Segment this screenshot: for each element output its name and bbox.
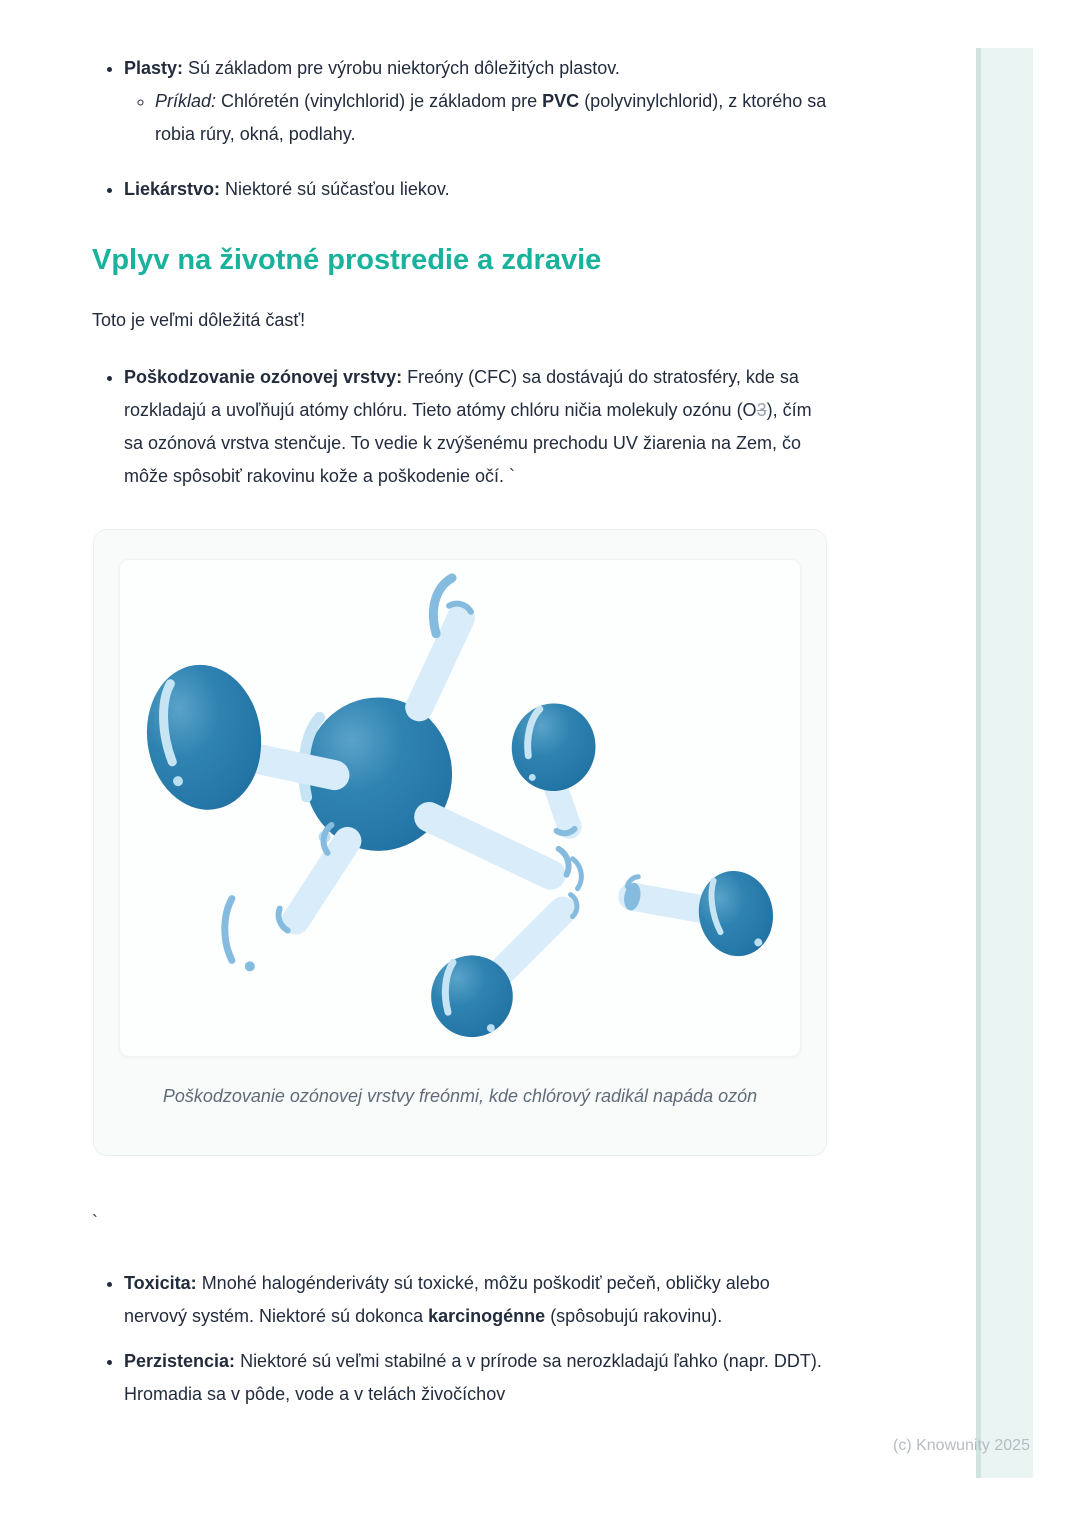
list-item-perzistencia: [124, 1345, 828, 1411]
far-right-atom: [691, 864, 781, 963]
applications-list: [92, 52, 828, 206]
figure-caption: Poškodzovanie ozónovej vrstvy freónmi, kde chlórový radikál napáda ozón: [162, 1086, 758, 1106]
intro-text: Toto je veľmi dôležitá časť!: [92, 310, 306, 330]
list-item-toxicita: [124, 1267, 828, 1333]
sub-list: [124, 85, 828, 151]
section-heading: Vplyv na životné prostredie a zdravie: [92, 244, 602, 276]
left-atom: [138, 657, 271, 817]
list-item-plasty: [124, 52, 828, 151]
list-item-liekarstvo: [124, 173, 828, 206]
list-item-priklad: [155, 85, 828, 151]
upper-right-atom: [506, 698, 601, 796]
ozone-list: [92, 361, 828, 493]
sub-list-item-text: ◦ Príklad: Chlóretén (vinylchlorid) je základom pre PVC (polyvinylchlorid), z ktorého sa robia rúry, okná, podlahy.: [155, 91, 827, 144]
molecule-illustration: [120, 560, 800, 1056]
side-stripe: [976, 48, 1033, 1478]
list-item-text: • Liekárstvo: Niektoré sú súčasťou liekov.: [124, 179, 450, 199]
list-item-text: • Perzistencia: Niektoré sú veľmi stabilné a v prírode sa nerozkladajú ľahko (napr. DDT). Hromadia sa v pôde, vode a v telách živočíchov: [124, 1351, 822, 1404]
list-item-text: • Poškodzovanie ozónovej vrstvy: Freóny (CFC) sa dostávajú do stratosféry, kde sa rozkladajú a uvoľňujú atómy chlóru. Tieto atómy chlóru ničia molekuly ozónu (O3), čím sa ozónová vrstva stenčuje. To vedie k zvýšenému prechodu UV žiarenia na Zem, čo môže spôsobiť rakovinu kože a poškodenie očí. `: [124, 367, 812, 486]
list-item-text: • Plasty: Sú základom pre výrobu niektorých dôležitých plastov.: [124, 58, 620, 78]
bottom-atom: [431, 955, 513, 1037]
stray-backtick: `: [92, 1212, 98, 1232]
risks-list: [92, 1267, 828, 1411]
list-item-ozone: [124, 361, 828, 493]
list-item-text: • Toxicita: Mnohé halogénderiváty sú toxické, môžu poškodiť pečeň, obličky alebo nervový systém. Niektoré sú dokonca karcinogénne (spôsobujú rakovinu).: [124, 1273, 770, 1326]
copyright-watermark: (c) Knowunity 2025: [893, 1437, 1030, 1454]
figure-card: [93, 529, 827, 1156]
illustration-panel: [119, 559, 801, 1057]
